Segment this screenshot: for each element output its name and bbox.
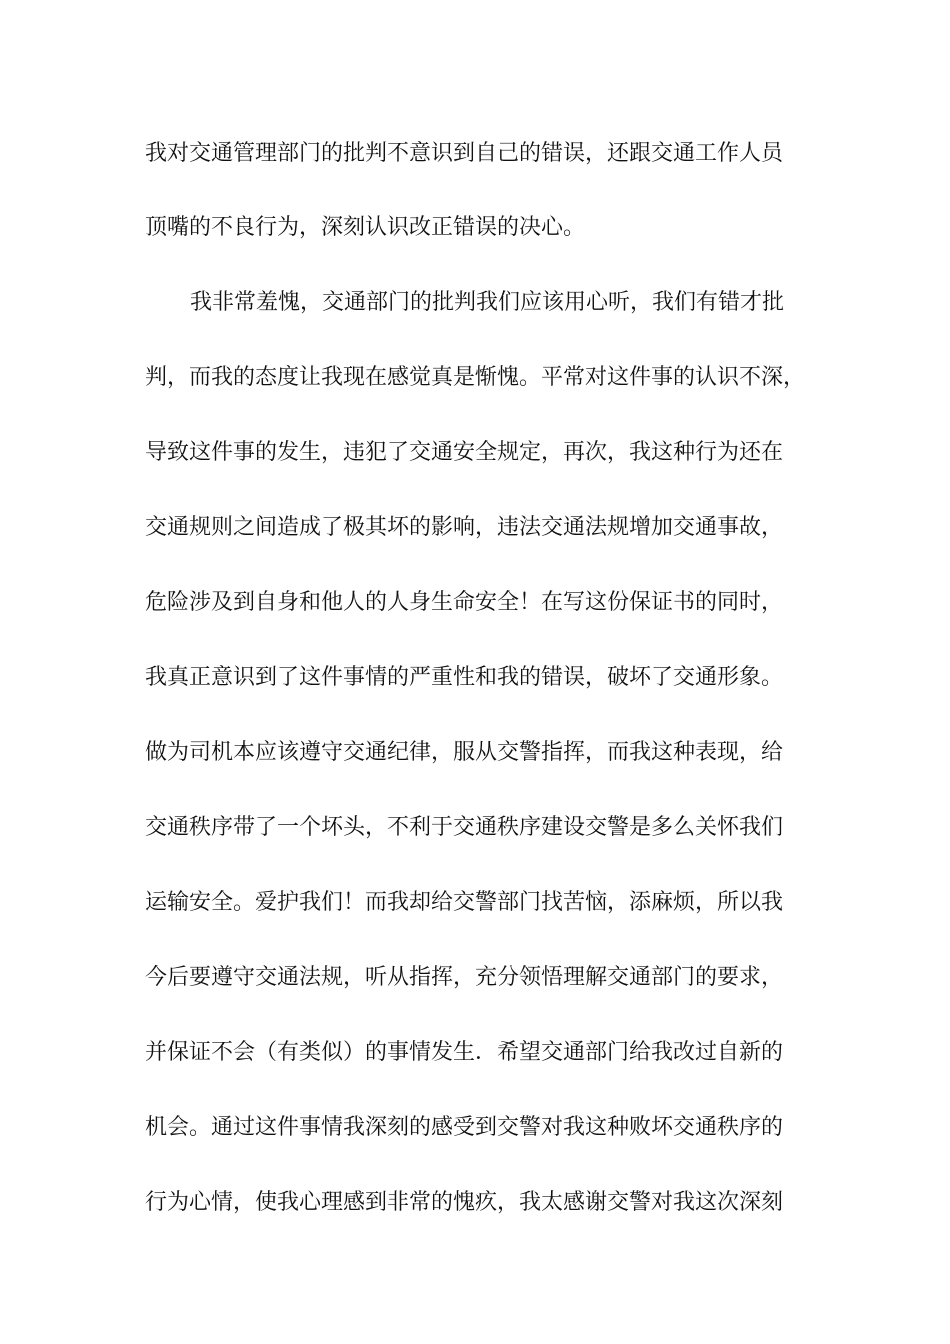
text-line: 导致这件事的发生，违犯了交通安全规定，再次，我这种行为还在 (145, 440, 784, 465)
text-line: 判，而我的态度让我现在感觉真是惭愧。平常对这件事的认识不深， (145, 365, 806, 390)
text-line: 交通秩序带了一个坏头，不利于交通秩序建设交警是多么关怀我们 (145, 815, 784, 840)
text-line: 机会。通过这件事情我深刻的感受到交警对我这种败坏交通秩序的 (145, 1115, 784, 1140)
text-line: 我真正意识到了这件事情的严重性和我的错误，破坏了交通形象。 (145, 665, 784, 690)
text-line: 并保证不会（有类似）的事情发生．希望交通部门给我改过自新的 (145, 1040, 784, 1065)
text-line: 顶嘴的不良行为，深刻认识改正错误的决心。 (145, 215, 586, 240)
text-line: 我对交通管理部门的批判不意识到自己的错误，还跟交通工作人员 (145, 141, 784, 166)
text-line: 做为司机本应该遵守交通纪律，服从交警指挥，而我这种表现，给 (145, 740, 784, 765)
paragraph-start-line: 我非常羞愧，交通部门的批判我们应该用心听，我们有错才批 (190, 290, 785, 315)
text-line: 运输安全。爱护我们！而我却给交警部门找苦恼，添麻烦，所以我 (145, 890, 784, 915)
text-line: 交通规则之间造成了极其坏的影响，违法交通法规增加交通事故， (145, 515, 784, 540)
text-line: 危险涉及到自身和他人的人身生命安全！在写这份保证书的同时， (145, 590, 784, 615)
text-line: 行为心情，使我心理感到非常的愧疚，我太感谢交警对我这次深刻 (145, 1190, 784, 1215)
text-line: 今后要遵守交通法规，听从指挥，充分领悟理解交通部门的要求， (145, 965, 784, 990)
